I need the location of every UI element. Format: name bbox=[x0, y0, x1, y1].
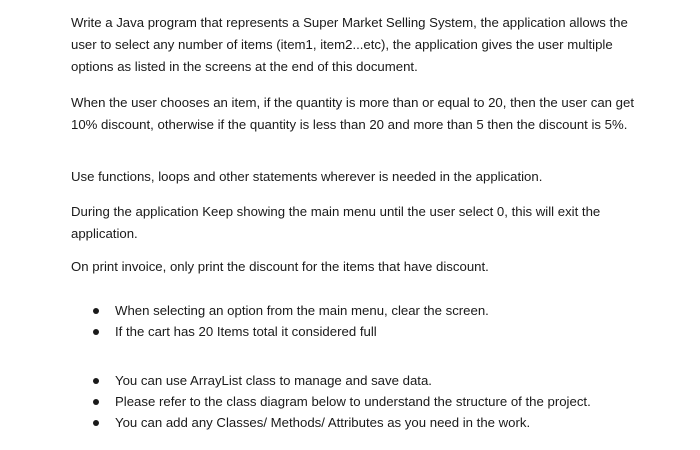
list-item-text: You can add any Classes/ Methods/ Attributes as you need in the work. bbox=[115, 415, 531, 430]
bullet-icon bbox=[93, 329, 99, 335]
bullet-icon bbox=[93, 308, 99, 314]
list-item-text: Please refer to the class diagram below to understand the structure of the project. bbox=[115, 394, 591, 409]
list-item bbox=[90, 370, 660, 391]
paragraph-functions-loops: Use functions, loops and other statements wherever is needed in the application. bbox=[71, 169, 543, 184]
paragraph-print-invoice: On print invoice, only print the discount for the items that have discount. bbox=[71, 259, 489, 274]
list-item bbox=[90, 412, 660, 433]
list-item bbox=[90, 300, 660, 321]
list-item-text: When selecting an option from the main menu, clear the screen. bbox=[115, 303, 489, 318]
list-item bbox=[90, 321, 660, 342]
paragraph-main-menu-loop: During the application Keep showing the main menu until the user select 0, this will exit the application. bbox=[71, 204, 601, 241]
bullet-icon bbox=[93, 399, 99, 405]
bullet-list-notes bbox=[90, 370, 660, 433]
list-item-text: If the cart has 20 Items total it considered full bbox=[115, 324, 377, 339]
list-item-text: You can use ArrayList class to manage and save data. bbox=[115, 373, 432, 388]
bullet-list-requirements bbox=[90, 300, 660, 342]
paragraph-program-description: Write a Java program that represents a Super Market Selling System, the application allows the user to select any number of items (item1, item2...etc), the application gives the user multiple options as listed in the screens at the end of this document. bbox=[71, 15, 628, 74]
bullet-icon bbox=[93, 420, 99, 426]
paragraph-discount-rules: When the user chooses an item, if the quantity is more than or equal to 20, then the user can get 10% discount, otherwise if the quantity is less than 20 and more than 5 then the discount is 5%. bbox=[71, 95, 634, 132]
bullet-icon bbox=[93, 378, 99, 384]
list-item bbox=[90, 391, 660, 412]
